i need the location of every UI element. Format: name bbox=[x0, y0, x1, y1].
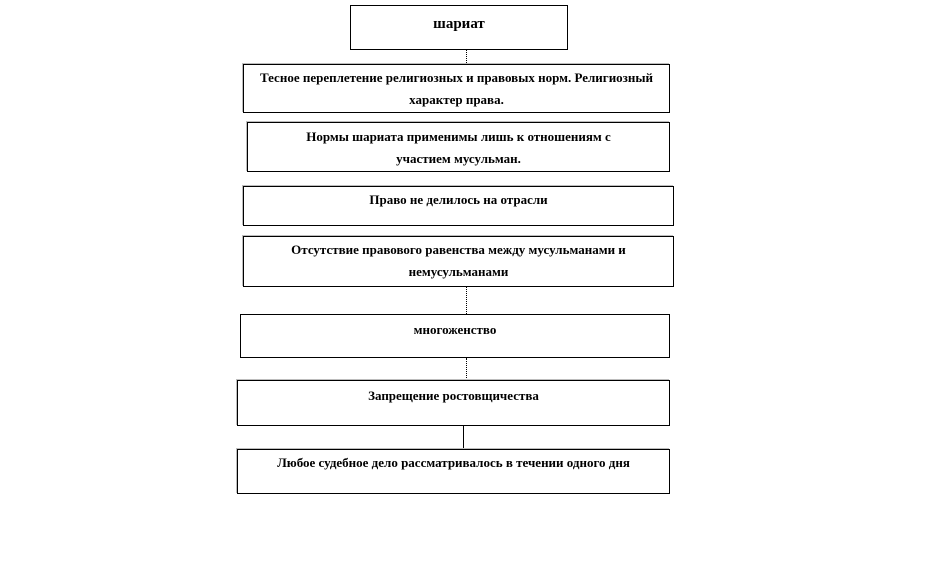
feature-box-5 bbox=[240, 314, 670, 358]
feature-label: Тесное переплетение религиозных и правовых норм. Религиозный характер права. bbox=[259, 70, 654, 107]
feature-box-6 bbox=[237, 380, 670, 426]
feature-label: Запрещение ростовщичества bbox=[368, 388, 539, 403]
feature-box-2 bbox=[247, 122, 670, 172]
connector-feature-4-to-5 bbox=[466, 287, 467, 314]
connector-title-to-feature-1 bbox=[466, 50, 467, 65]
title-box bbox=[350, 5, 568, 50]
title-label: шариат bbox=[433, 16, 485, 32]
feature-box-7 bbox=[237, 449, 670, 494]
connector-feature-6-to-7 bbox=[463, 426, 464, 449]
feature-label: Отсутствие правового равенства между мусульманами и немусульманами bbox=[291, 242, 626, 279]
feature-box-4 bbox=[243, 236, 674, 287]
feature-box-1 bbox=[243, 64, 670, 113]
feature-label: многоженство bbox=[413, 322, 497, 337]
feature-label: Любое судебное дело рассматривалось в течении одного дня bbox=[277, 455, 630, 470]
feature-label: Нормы шариата применимы лишь к отношениям с участием мусульман. bbox=[306, 129, 611, 166]
feature-box-3 bbox=[243, 186, 674, 226]
connector-feature-5-to-6 bbox=[466, 358, 467, 380]
feature-label: Право не делилось на отрасли bbox=[369, 192, 548, 207]
